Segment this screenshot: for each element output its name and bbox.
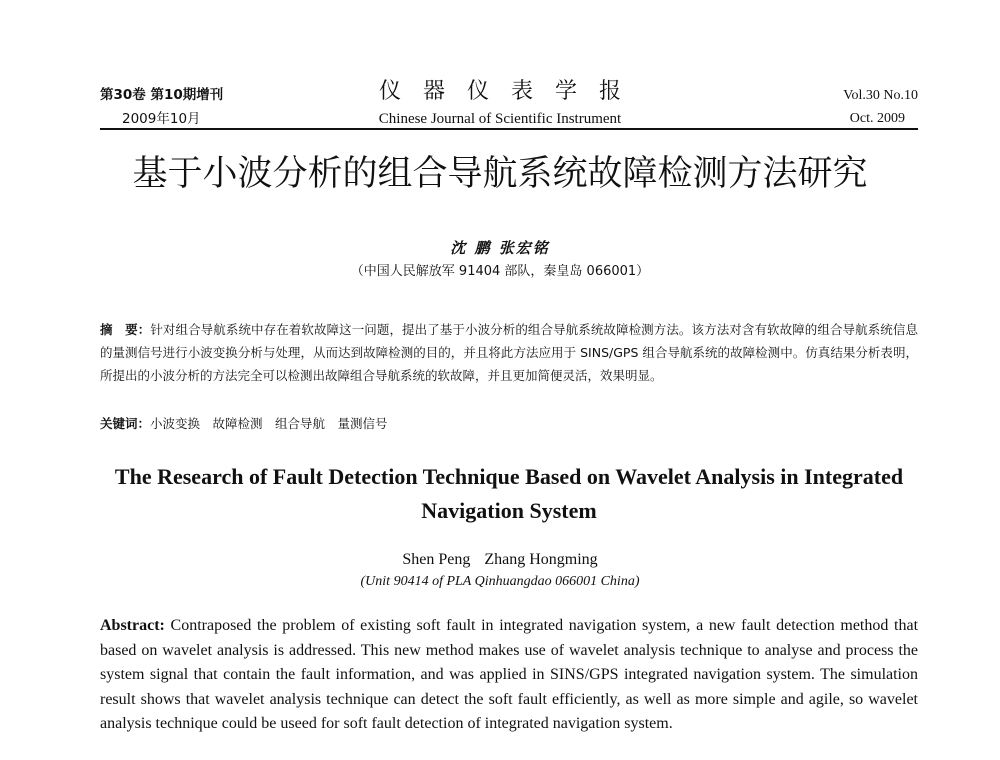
date-en: Oct. 2009: [849, 111, 905, 126]
paper-title-en: The Research of Fault Detection Technique Based on Wavelet Analysis in Integrated Navigation System: [114, 464, 904, 523]
volume-issue-cn: 第30卷 第10期增刊: [100, 87, 224, 103]
header-rule: [100, 128, 918, 130]
author-1-en: Shen Peng: [402, 551, 471, 568]
affiliation-cn: （中国人民解放军 91404 部队，秦皇岛 066001）: [350, 264, 650, 279]
keywords-cn-label: 关键词：: [100, 416, 151, 431]
affiliation-en: (Unit 90414 of PLA Qinhuangdao 066001 China): [360, 574, 640, 589]
authors-en: [0, 550, 1000, 570]
keywords-cn-text: 小波变换 故障检测 组合导航 量测信号: [150, 416, 388, 431]
author-2-en: Zhang Hongming: [484, 551, 598, 568]
date-cn: 2009年10月: [122, 111, 201, 127]
journal-name-cn: 仪器仪表学报: [378, 79, 643, 104]
journal-name-en: Chinese Journal of Scientific Instrument: [378, 111, 622, 127]
abstract-cn-text: 针对组合导航系统中存在着软故障这一问题，提出了基于小波分析的组合导航系统故障检测方法。该方法对含有软故障的组合导航系统信息的量测信号进行小波变换分析与处理，从而达到故障检测的目的，并且将此方法应用于 SINS/GPS 组合导航系统的故障检测中。仿真结果分析表明，所提出的小波分析的方法完全可以检测出故障组合导航系统的软故障，并且更加简便灵活，效果明显。: [100, 322, 918, 383]
authors-cn: 沈 鹏 张宏铭: [450, 239, 550, 257]
keywords-cn: [100, 414, 388, 434]
abstract-en: [100, 614, 918, 737]
abstract-cn: [100, 318, 918, 387]
abstract-en-label: Abstract:: [100, 617, 165, 634]
abstract-en-text: Contraposed the problem of existing soft fault in integrated navigation system, a new fault detection method that based on wavelet analysis is addressed. This new method makes use of wavelet analysis technique to analyse and process the system signal that contain the fault information, and was applied in SINS/GPS integrated navigation system. The simulation result shows that wavelet analysis technique can detect the soft fault efficiently, as well as more simple and agile, so wavelet analysis technique could be useed for soft fault detection of integrated navigation system.: [100, 617, 919, 733]
paper-title-cn: 基于小波分析的组合导航系统故障检测方法研究: [132, 154, 868, 194]
volume-issue-en: Vol.30 No.10: [843, 88, 918, 103]
abstract-cn-label: 摘 要：: [100, 322, 151, 337]
